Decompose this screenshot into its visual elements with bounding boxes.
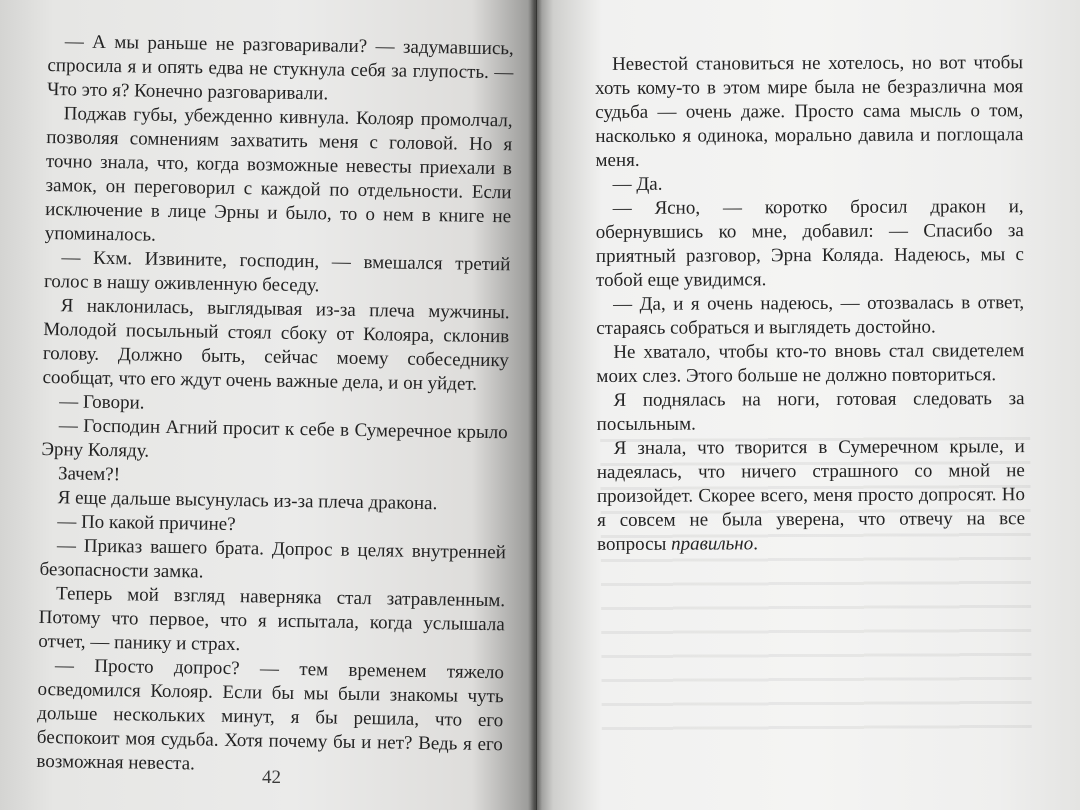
right-page — [537, 0, 1080, 810]
paragraph: — Говори. — [58, 391, 145, 414]
left-page — [0, 0, 536, 810]
paragraph: — Кхм. Извините, господин, — вмешался третий голос в нашу оживленную беседу. — [43, 247, 511, 297]
paragraph: Невестой становиться не хотелось, но вот чтобы хоть кому-то в этом мире была не безразлична моя судьба — очень даже. Просто сама мысль о том, насколько я одинока, морально давила и поглощала меня. — [595, 52, 1024, 171]
paragraph-last — [597, 435, 1026, 557]
left-page-text — [36, 30, 514, 781]
paragraph: Я поднялась на ноги, готовая следовать за посыльным. — [596, 388, 1025, 435]
paragraph: Поджав губы, убежденно кивнула. Колояр промолчал, позволяя сомнениям захватить меня с головой. Но я точно знала, что, когда возможные невесты приехали в замок, он переговорил с каждой по отдельности. Если исключение в лице Эрны и было, то о нем в книге не упоминалось. — [44, 103, 513, 246]
paragraph: — Господин Агний просит к себе в Сумеречное крыло Эрну Коляду. — [41, 415, 508, 462]
paragraph: Я еще дальше высунулась из-за плеча дракона. — [57, 487, 438, 515]
paragraph: — По какой причине? — [57, 511, 236, 536]
paragraph: — Просто допрос? — тем временем тяжело осведомился Колояр. Если бы мы были знакомы чуть дольше нескольких минут, я бы решила, что его беспокоит моя судьба. Хотя почему бы и нет? Ведь я его возможная невеста. — [36, 655, 505, 775]
text-run: Я знала, что творится в Сумеречном крыле, и надеялась, что ничего страшного со мной не произойдет. Скорее всего, меня просто допросят. Но я совсем не была уверена, что отвечу на все вопросы — [596, 436, 1026, 555]
right-page-text — [595, 51, 1025, 557]
paragraph: — А мы раньше не разговаривали? — задумавшись, спросила я и опять едва не стукнула себя за глупость. — Что это я? Конечно разговаривали. — [46, 31, 514, 105]
book-gutter — [528, 0, 542, 810]
text-run: . — [753, 533, 758, 555]
page-number: 42 — [262, 767, 281, 788]
paragraph: — Да, и я очень надеюсь, — отозвалась в ответ, стараясь собраться и выглядеть достойно. — [596, 292, 1025, 339]
paragraph: Зачем?! — [57, 463, 121, 486]
paragraph: — Да. — [612, 173, 663, 195]
paragraph: — Приказ вашего брата. Допрос в целях внутренней безопасности замка. — [39, 535, 507, 583]
paragraph: Я наклонилась, выглядывая из-за плеча мужчины. Молодой посыльный стоял сбоку от Колояра, склонив голову. Должно быть, сейчас моему собеседнику сообщат, что его ждут очень важные дела, и он уйдет. — [42, 295, 510, 395]
emphasized-word: правильно — [671, 533, 754, 555]
paragraph: — Ясно, — коротко бросил дракон и, обернувшись ко мне, добавил: — Спасибо за приятный разговор, Эрна Коляда. Надеюсь, мы с тобой еще увидимся. — [595, 196, 1024, 291]
paragraph: Теперь мой взгляд наверняка стал затравленным. Потому что первое, что я испытала, когда услышала отчет, — панику и страх. — [38, 583, 506, 656]
paragraph: Не хватало, чтобы кто-то вновь стал свидетелем моих слез. Этого больше не должно повториться. — [596, 340, 1025, 387]
